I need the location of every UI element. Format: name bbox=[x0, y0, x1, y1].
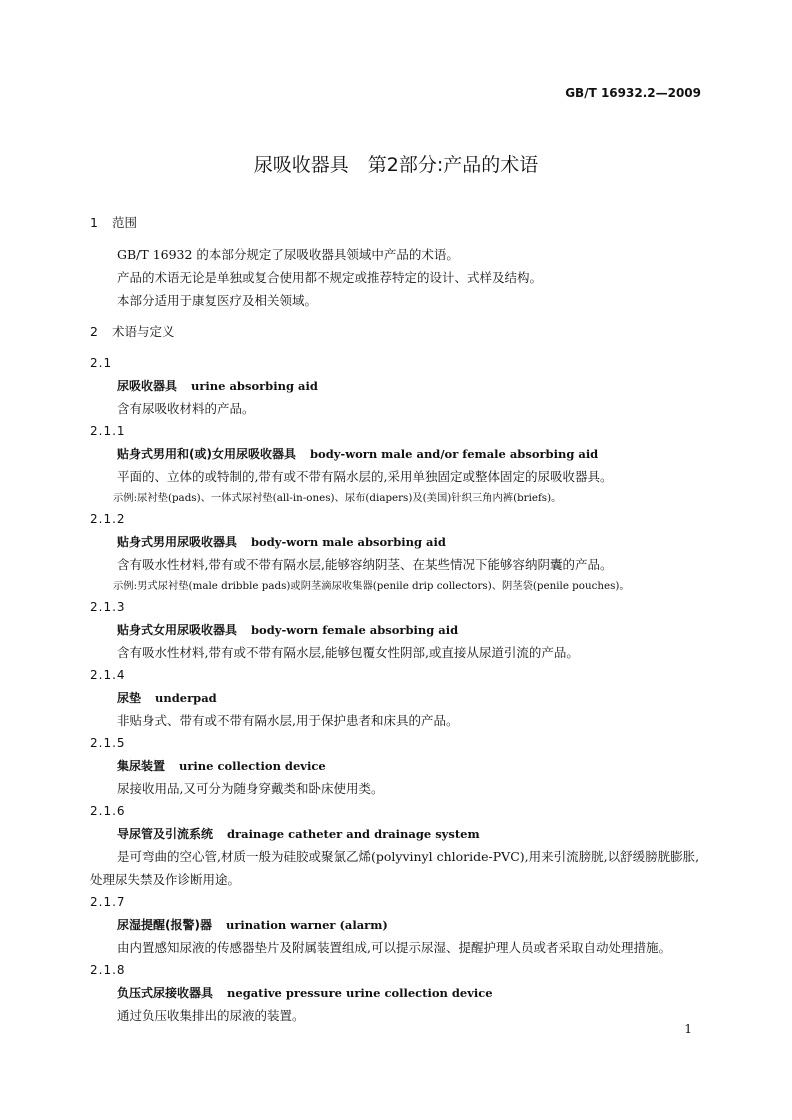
term-en: drainage catheter and drainage system bbox=[227, 827, 480, 841]
term-number: 2.1.5 bbox=[90, 736, 126, 750]
term-en: negative pressure urine collection device bbox=[227, 986, 493, 1000]
term-zh: 尿湿提醒(报警)器 bbox=[117, 918, 212, 932]
section-heading bbox=[90, 320, 704, 344]
term-zh: 负压式尿接收器具 bbox=[117, 986, 214, 1000]
term-number: 2.1.6 bbox=[90, 804, 126, 818]
section-number: 1 bbox=[90, 215, 98, 230]
term-definition: 非贴身式、带有或不带有隔水层,用于保护患者和床具的产品。 bbox=[117, 713, 459, 728]
term-zh: 尿垫 bbox=[117, 691, 142, 705]
term-entry bbox=[90, 686, 704, 709]
term-entry bbox=[90, 754, 704, 777]
term-en: body-worn female absorbing aid bbox=[251, 623, 459, 637]
term-number: 2.1.4 bbox=[90, 668, 126, 682]
term-example: 示例:男式尿衬垫(male dribble pads)或阴茎滴尿收集器(penile drip collectors)、阴茎袋(penile pouches)。 bbox=[113, 580, 630, 592]
term-entry bbox=[90, 981, 704, 1004]
term-en: urine collection device bbox=[179, 759, 326, 773]
term-en: underpad bbox=[155, 691, 217, 705]
term-zh: 贴身式男用尿吸收器具 bbox=[117, 535, 238, 549]
section-number: 2 bbox=[90, 324, 98, 339]
term-en: urination warner (alarm) bbox=[225, 918, 388, 932]
paragraph: 本部分适用于康复医疗及相关领域。 bbox=[117, 293, 318, 308]
term-en: urine absorbing aid bbox=[191, 379, 318, 393]
term-definition: 含有吸水性材料,带有或不带有隔水层,能够包覆女性阴部,或直接从尿道引流的产品。 bbox=[117, 645, 579, 660]
term-zh: 贴身式男用和(或)女用尿吸收器具 bbox=[117, 447, 296, 461]
section-title: 范围 bbox=[112, 215, 138, 230]
term-zh: 导尿管及引流系统 bbox=[117, 827, 214, 841]
term-entry bbox=[90, 913, 704, 936]
term-number: 2.1.2 bbox=[90, 512, 126, 526]
term-entry bbox=[90, 530, 704, 553]
term-zh: 尿吸收器具 bbox=[117, 379, 178, 393]
term-en: body-worn male and/or female absorbing aid bbox=[309, 447, 599, 461]
term-definition: 平面的、立体的或特制的,带有或不带有隔水层的,采用单独固定或整体固定的尿吸收器具。 bbox=[117, 469, 613, 484]
term-number: 2.1.7 bbox=[90, 895, 126, 909]
standard-code: GB/T 16932.2—2009 bbox=[565, 86, 701, 100]
document-body bbox=[90, 211, 704, 1027]
term-number: 2.1 bbox=[90, 356, 113, 370]
term-example: 示例:尿衬垫(pads)、一体式尿衬垫(all-in-ones)、尿布(diapers)及(美国)针织三角内裤(briefs)。 bbox=[113, 492, 562, 504]
paragraph: GB/T 16932 的本部分规定了尿吸收器具领域中产品的术语。 bbox=[117, 247, 459, 262]
term-definition: 是可弯曲的空心管,材质一般为硅胶或聚氯乙烯(polyvinyl chloride-PVC),用来引流膀胱,以舒缓膀胱膨胀,处理尿失禁及作诊断用途。 bbox=[90, 849, 700, 887]
term-definition: 由内置感知尿液的传感器垫片及附属装置组成,可以提示尿湿、提醒护理人员或者采取自动处理措施。 bbox=[117, 940, 671, 955]
term-entry bbox=[90, 442, 704, 465]
paragraph: 产品的术语无论是单独或复合使用都不规定或推荐特定的设计、式样及结构。 bbox=[117, 270, 543, 285]
term-definition: 含有吸水性材料,带有或不带有隔水层,能够容纳阴茎、在某些情况下能够容纳阴囊的产品。 bbox=[117, 557, 613, 572]
page-number: 1 bbox=[684, 1022, 692, 1036]
term-number: 2.1.8 bbox=[90, 963, 126, 977]
term-number: 2.1.3 bbox=[90, 600, 126, 614]
term-number: 2.1.1 bbox=[90, 424, 126, 438]
section-title: 术语与定义 bbox=[112, 324, 175, 339]
term-zh: 贴身式女用尿吸收器具 bbox=[117, 623, 238, 637]
term-entry bbox=[90, 374, 704, 397]
document-title: 尿吸收器具 第2部分:产品的术语 bbox=[253, 154, 539, 176]
term-definition: 含有尿吸收材料的产品。 bbox=[117, 401, 255, 416]
term-en: body-worn male absorbing aid bbox=[251, 535, 446, 549]
term-entry bbox=[90, 618, 704, 641]
term-entry bbox=[90, 822, 704, 845]
term-zh: 集尿装置 bbox=[117, 759, 166, 773]
section-heading bbox=[90, 211, 704, 235]
term-definition: 尿接收用品,又可分为随身穿戴类和卧床使用类。 bbox=[117, 781, 384, 796]
term-definition: 通过负压收集排出的尿液的装置。 bbox=[117, 1008, 305, 1023]
